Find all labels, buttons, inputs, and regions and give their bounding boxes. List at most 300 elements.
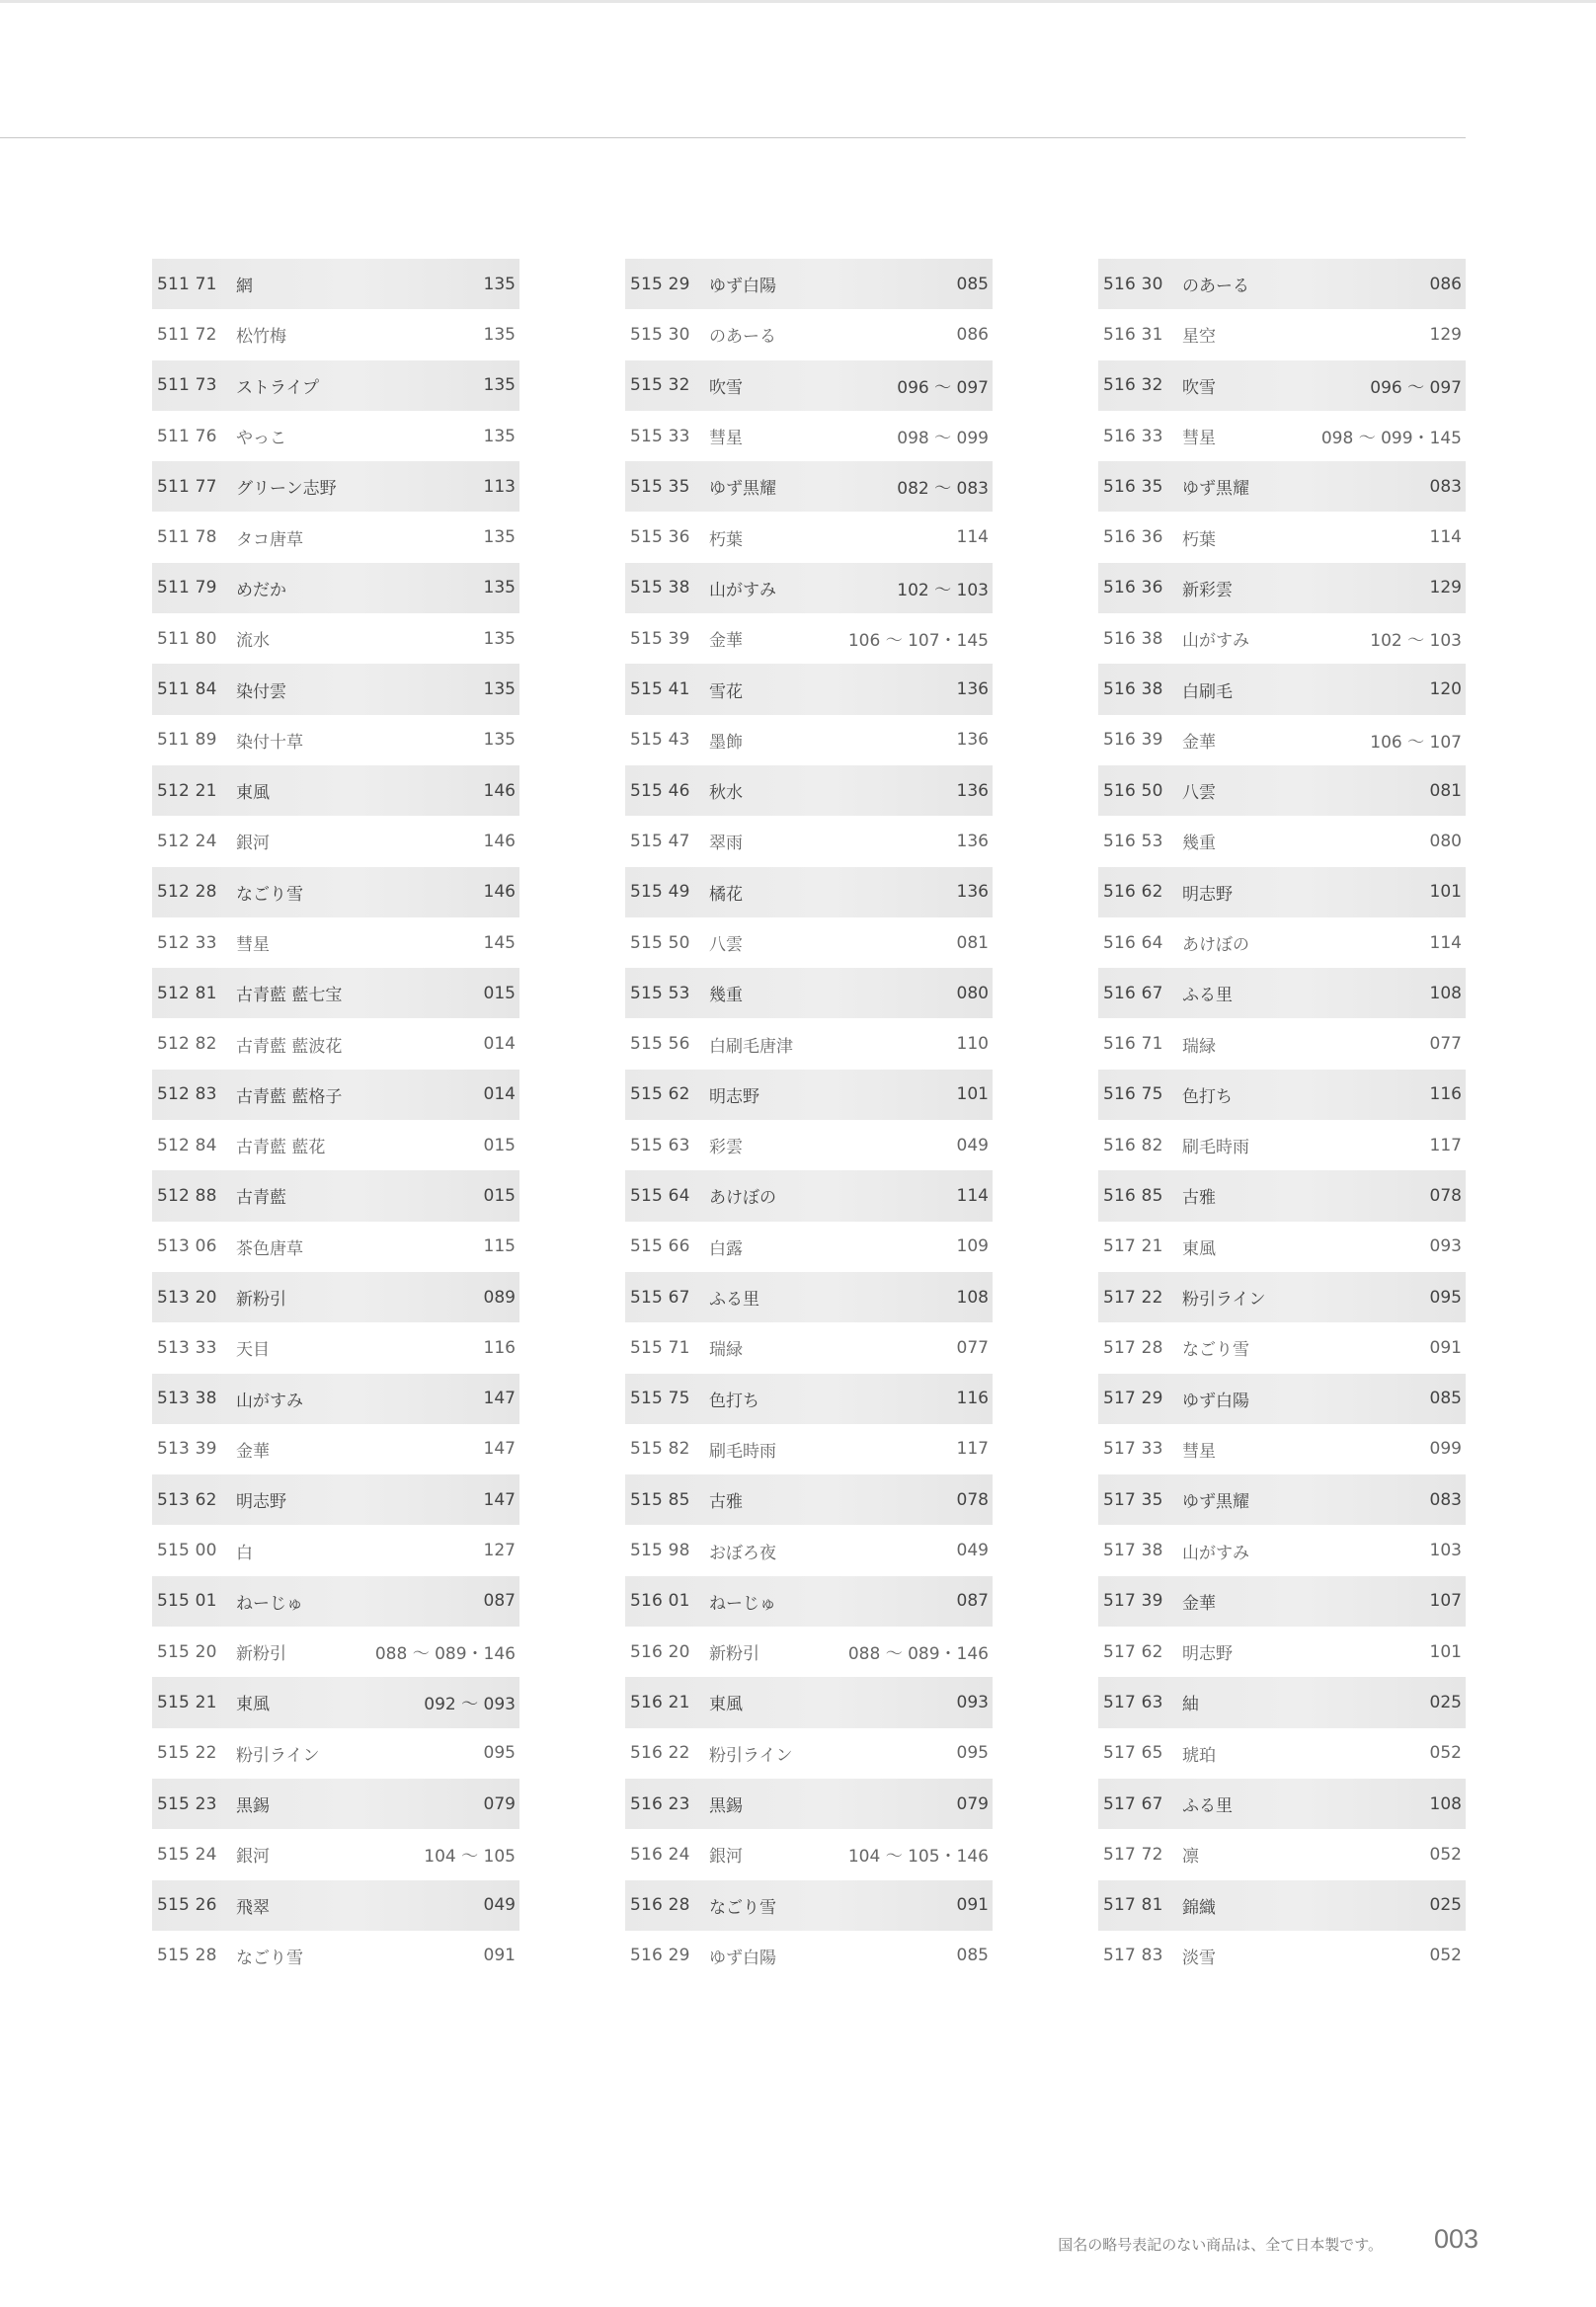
page-reference: 106 ～ 107・145 [847, 631, 989, 652]
product-name: 古青藍 藍花 [236, 1138, 326, 1158]
product-name: 東風 [236, 1695, 270, 1715]
index-row [1098, 309, 1466, 359]
product-code: 515 67 [630, 1287, 690, 1308]
index-row [625, 259, 993, 309]
product-code: 516 36 [1103, 527, 1163, 548]
product-name: 彗星 [709, 429, 743, 449]
index-row [625, 867, 993, 917]
page-reference: 101 [1429, 882, 1462, 903]
page-reference: 117 [956, 1439, 989, 1460]
index-row [152, 867, 519, 917]
index-row [1098, 613, 1466, 664]
product-name: 錦織 [1182, 1897, 1216, 1918]
product-code: 511 71 [157, 274, 217, 294]
index-row [152, 309, 519, 359]
page-reference: 108 [1429, 1793, 1462, 1814]
page-reference: 116 [956, 1389, 989, 1409]
index-row [625, 1322, 993, 1373]
product-code: 512 82 [157, 1034, 217, 1055]
page-reference: 095 [956, 1743, 989, 1764]
product-name: ふる里 [1182, 1796, 1233, 1817]
product-code: 516 22 [630, 1743, 690, 1764]
page-reference: 087 [483, 1591, 516, 1612]
product-name: 黒錫 [709, 1796, 743, 1817]
product-code: 515 66 [630, 1236, 690, 1257]
product-code: 515 39 [630, 628, 690, 649]
product-code: 515 98 [630, 1541, 690, 1561]
index-row [1098, 715, 1466, 765]
product-name: 茶色唐草 [236, 1238, 303, 1259]
page-reference: 086 [956, 324, 989, 345]
product-name: なごり雪 [236, 884, 303, 905]
product-code: 511 77 [157, 476, 217, 497]
page-reference: 129 [1429, 324, 1462, 345]
product-name: 刷毛時雨 [1182, 1138, 1249, 1158]
index-row [1098, 1070, 1466, 1120]
product-code: 515 62 [630, 1084, 690, 1105]
page-reference: 085 [956, 274, 989, 294]
index-row [1098, 1322, 1466, 1373]
product-code: 516 28 [630, 1895, 690, 1916]
product-name: 明志野 [1182, 1644, 1233, 1665]
product-code: 516 85 [1103, 1185, 1163, 1206]
index-row [1098, 1424, 1466, 1474]
product-code: 516 31 [1103, 324, 1163, 345]
page-reference: 085 [1429, 1389, 1462, 1409]
product-name: 黒錫 [236, 1796, 270, 1817]
page-reference: 136 [956, 679, 989, 700]
page-reference: 096 ～ 097 [897, 377, 989, 398]
product-name: 新粉引 [236, 1644, 286, 1665]
page-reference: 093 [956, 1692, 989, 1712]
product-code: 515 24 [157, 1844, 217, 1865]
product-name: 凛 [1182, 1847, 1199, 1868]
product-name: 吹雪 [709, 377, 743, 398]
index-row [625, 1070, 993, 1120]
product-name: 金華 [236, 1441, 270, 1462]
product-code: 515 00 [157, 1541, 217, 1561]
index-row [152, 1677, 519, 1727]
product-code: 513 33 [157, 1337, 217, 1358]
product-name: なごり雪 [709, 1897, 776, 1918]
index-row [152, 968, 519, 1018]
product-name: あけぼの [709, 1188, 776, 1209]
product-name: ゆず白陽 [709, 1948, 776, 1968]
page-reference: 104 ～ 105 [424, 1847, 516, 1868]
product-code: 516 50 [1103, 780, 1163, 801]
product-name: のあーる [709, 327, 776, 348]
product-name: 秋水 [709, 783, 743, 804]
product-code: 515 29 [630, 274, 690, 294]
page-reference: 136 [956, 831, 989, 851]
index-row [1098, 1474, 1466, 1525]
index-row [1098, 816, 1466, 866]
index-row [625, 765, 993, 816]
product-code: 515 28 [157, 1946, 217, 1966]
product-code: 516 01 [630, 1591, 690, 1612]
page-reference: 091 [1429, 1337, 1462, 1358]
product-name: 飛翠 [236, 1897, 270, 1918]
page-reference: 115 [483, 1236, 516, 1257]
index-row [152, 1322, 519, 1373]
page-reference: 078 [1429, 1185, 1462, 1206]
product-name: 白刷毛唐津 [709, 1036, 793, 1057]
page-reference: 103 [1429, 1541, 1462, 1561]
page-reference: 101 [1429, 1641, 1462, 1662]
index-row [1098, 1120, 1466, 1170]
product-code: 515 30 [630, 324, 690, 345]
product-code: 517 38 [1103, 1541, 1163, 1561]
top-edge-line [0, 0, 1596, 3]
product-name: 山がすみ [236, 1391, 303, 1411]
index-row [1098, 1728, 1466, 1779]
product-name: 古青藍 [236, 1188, 286, 1209]
product-name: 山がすみ [1182, 631, 1249, 652]
product-name: 白 [236, 1543, 253, 1563]
page-reference: 101 [956, 1084, 989, 1105]
index-row [625, 1222, 993, 1272]
product-name: 天目 [236, 1340, 270, 1361]
product-code: 512 83 [157, 1084, 217, 1105]
page-reference: 081 [1429, 780, 1462, 801]
product-code: 517 29 [1103, 1389, 1163, 1409]
product-code: 516 33 [1103, 426, 1163, 446]
page-reference: 114 [1429, 527, 1462, 548]
product-name: 銀河 [709, 1847, 743, 1868]
index-row [625, 1779, 993, 1829]
index-row [625, 1374, 993, 1424]
index-row [625, 461, 993, 512]
product-name: 流水 [236, 631, 270, 652]
product-name: 古雅 [1182, 1188, 1216, 1209]
page-reference: 077 [1429, 1034, 1462, 1055]
page-reference: 015 [483, 1135, 516, 1155]
index-row [1098, 1374, 1466, 1424]
product-code: 515 33 [630, 426, 690, 446]
index-row [625, 1677, 993, 1727]
index-row [625, 1880, 993, 1931]
product-code: 515 63 [630, 1135, 690, 1155]
product-code: 517 65 [1103, 1743, 1163, 1764]
index-row [625, 1728, 993, 1779]
index-row [152, 664, 519, 714]
index-row [1098, 1525, 1466, 1575]
product-name: 幾重 [709, 986, 743, 1006]
product-code: 515 38 [630, 578, 690, 598]
index-row [152, 715, 519, 765]
index-row [625, 1170, 993, 1221]
index-row [625, 411, 993, 461]
index-row [152, 613, 519, 664]
index-row [625, 512, 993, 562]
product-name: 雪花 [709, 681, 743, 702]
index-row [1098, 1829, 1466, 1879]
header-rule [0, 137, 1466, 138]
index-row [625, 1272, 993, 1322]
product-name: 古青藍 藍波花 [236, 1036, 343, 1057]
index-row [1098, 867, 1466, 917]
footer-note: 国名の略号表記のない商品は、全て日本製です。 [1058, 2236, 1383, 2254]
page-reference: 135 [483, 730, 516, 751]
index-row [152, 1779, 519, 1829]
index-row [625, 613, 993, 664]
page-reference: 147 [483, 1389, 516, 1409]
product-name: おぼろ夜 [709, 1543, 776, 1563]
product-name: 琥珀 [1182, 1745, 1216, 1766]
product-name: 橘花 [709, 884, 743, 905]
page-reference: 049 [483, 1895, 516, 1916]
product-code: 512 21 [157, 780, 217, 801]
index-row [625, 1931, 993, 1981]
product-name: 白刷毛 [1182, 681, 1233, 702]
index-row [1098, 360, 1466, 411]
page-reference: 135 [483, 274, 516, 294]
page-reference: 091 [956, 1895, 989, 1916]
product-name: 星空 [1182, 327, 1216, 348]
index-row [1098, 917, 1466, 968]
product-code: 516 24 [630, 1844, 690, 1865]
product-name: ゆず黒耀 [1182, 479, 1249, 500]
index-row [625, 917, 993, 968]
page-reference: 135 [483, 324, 516, 345]
product-code: 517 63 [1103, 1692, 1163, 1712]
page-reference: 093 [1429, 1236, 1462, 1257]
product-code: 516 67 [1103, 983, 1163, 1003]
index-row [1098, 1627, 1466, 1677]
product-code: 516 75 [1103, 1084, 1163, 1105]
product-name: 粉引ライン [236, 1745, 320, 1766]
page-reference: 147 [483, 1439, 516, 1460]
page-reference: 096 ～ 097 [1370, 377, 1462, 398]
page-reference: 114 [956, 1185, 989, 1206]
product-name: グリーン志野 [236, 479, 337, 500]
page-reference: 135 [483, 426, 516, 446]
index-row [1098, 563, 1466, 613]
index-column-3 [1098, 259, 1466, 1981]
product-name: 染付雲 [236, 681, 286, 702]
page-reference: 049 [956, 1541, 989, 1561]
product-name: のあーる [1182, 277, 1249, 297]
product-code: 515 49 [630, 882, 690, 903]
product-code: 512 24 [157, 831, 217, 851]
index-row [625, 309, 993, 359]
product-name: 金華 [1182, 732, 1216, 753]
page-reference: 146 [483, 882, 516, 903]
product-name: ゆず白陽 [709, 277, 776, 297]
index-row [1098, 1880, 1466, 1931]
page-reference: 147 [483, 1489, 516, 1510]
page-reference: 114 [956, 527, 989, 548]
product-code: 515 41 [630, 679, 690, 700]
page-reference: 098 ～ 099・145 [1320, 429, 1462, 449]
product-code: 513 20 [157, 1287, 217, 1308]
product-code: 515 23 [157, 1793, 217, 1814]
product-name: 彗星 [1182, 1441, 1216, 1462]
index-row [625, 1576, 993, 1627]
page-reference: 025 [1429, 1692, 1462, 1712]
page-reference: 049 [956, 1135, 989, 1155]
product-name: 新粉引 [709, 1644, 759, 1665]
product-code: 517 39 [1103, 1591, 1163, 1612]
page-reference: 099 [1429, 1439, 1462, 1460]
index-row [1098, 1677, 1466, 1727]
product-code: 513 39 [157, 1439, 217, 1460]
page-reference: 052 [1429, 1743, 1462, 1764]
page-reference: 114 [1429, 932, 1462, 953]
product-code: 517 33 [1103, 1439, 1163, 1460]
page-reference: 025 [1429, 1895, 1462, 1916]
page-reference: 102 ～ 103 [1370, 631, 1462, 652]
product-name: 古雅 [709, 1492, 743, 1513]
page-reference: 108 [956, 1287, 989, 1308]
product-name: 色打ち [709, 1391, 759, 1411]
index-row [625, 563, 993, 613]
index-row [152, 1525, 519, 1575]
page-reference: 117 [1429, 1135, 1462, 1155]
product-code: 515 75 [630, 1389, 690, 1409]
index-row [152, 917, 519, 968]
product-name: 翠雨 [709, 834, 743, 854]
page-reference: 085 [956, 1946, 989, 1966]
page-reference: 108 [1429, 983, 1462, 1003]
page-reference: 079 [956, 1793, 989, 1814]
product-name: ストライプ [236, 377, 319, 398]
index-row [152, 563, 519, 613]
index-row [152, 1070, 519, 1120]
product-code: 515 21 [157, 1692, 217, 1712]
product-name: 網 [236, 277, 253, 297]
product-name: 色打ち [1182, 1086, 1233, 1107]
index-row [625, 1627, 993, 1677]
product-code: 517 83 [1103, 1946, 1163, 1966]
product-name: 松竹梅 [236, 327, 286, 348]
page-reference: 083 [1429, 1489, 1462, 1510]
index-row [1098, 1272, 1466, 1322]
product-name: あけぼの [1182, 935, 1249, 955]
product-name: めだか [236, 580, 286, 600]
product-code: 516 20 [630, 1641, 690, 1662]
index-row [1098, 1170, 1466, 1221]
index-row [152, 816, 519, 866]
product-name: 八雲 [1182, 783, 1216, 804]
index-row [152, 1272, 519, 1322]
page-reference: 077 [956, 1337, 989, 1358]
page-reference: 087 [956, 1591, 989, 1612]
product-code: 517 62 [1103, 1641, 1163, 1662]
page-reference: 135 [483, 628, 516, 649]
index-row [1098, 1576, 1466, 1627]
index-row [625, 968, 993, 1018]
product-name: 明志野 [709, 1086, 759, 1107]
index-row [625, 1525, 993, 1575]
product-name: 東風 [236, 783, 270, 804]
product-code: 516 21 [630, 1692, 690, 1712]
product-code: 517 67 [1103, 1793, 1163, 1814]
product-name: 八雲 [709, 935, 743, 955]
page-reference: 104 ～ 105・146 [847, 1847, 989, 1868]
product-name: 東風 [709, 1695, 743, 1715]
product-name: 彩雲 [709, 1138, 743, 1158]
page-reference: 145 [483, 932, 516, 953]
product-name: ねーじゅ [236, 1593, 303, 1614]
page-reference: 109 [956, 1236, 989, 1257]
product-code: 511 73 [157, 375, 217, 396]
product-name: 瑞緑 [709, 1340, 743, 1361]
page-reference: 135 [483, 578, 516, 598]
page-reference: 135 [483, 375, 516, 396]
page-reference: 098 ～ 099 [897, 429, 989, 449]
product-name: 明志野 [236, 1492, 286, 1513]
index-row [1098, 1222, 1466, 1272]
product-name: 銀河 [236, 1847, 270, 1868]
page-reference: 136 [956, 882, 989, 903]
product-code: 515 56 [630, 1034, 690, 1055]
product-code: 515 53 [630, 983, 690, 1003]
product-name: ゆず黒耀 [709, 479, 776, 500]
index-row [152, 1018, 519, 1069]
index-row [152, 1931, 519, 1981]
index-row [152, 411, 519, 461]
page-reference: 095 [483, 1743, 516, 1764]
product-code: 515 20 [157, 1641, 217, 1662]
page-reference: 136 [956, 780, 989, 801]
page-reference: 116 [1429, 1084, 1462, 1105]
index-row [152, 1880, 519, 1931]
product-name: ゆず白陽 [1182, 1391, 1249, 1411]
page-reference: 082 ～ 083 [897, 479, 989, 500]
product-code: 516 36 [1103, 578, 1163, 598]
page-reference: 083 [1429, 476, 1462, 497]
index-row [152, 1576, 519, 1627]
product-code: 511 78 [157, 527, 217, 548]
product-code: 512 81 [157, 983, 217, 1003]
index-row [1098, 411, 1466, 461]
index-column-2 [625, 259, 993, 1981]
page-reference: 089 [483, 1287, 516, 1308]
index-row [625, 1829, 993, 1879]
index-row [625, 1120, 993, 1170]
product-code: 515 26 [157, 1895, 217, 1916]
page-reference: 014 [483, 1084, 516, 1105]
product-name: なごり雪 [236, 1948, 303, 1968]
page-reference: 110 [956, 1034, 989, 1055]
index-row [152, 259, 519, 309]
page-reference: 088 ～ 089・146 [847, 1644, 989, 1665]
product-name: 銀河 [236, 834, 270, 854]
product-code: 517 72 [1103, 1844, 1163, 1865]
product-code: 516 71 [1103, 1034, 1163, 1055]
page-reference: 095 [1429, 1287, 1462, 1308]
product-name: やっこ [236, 429, 286, 449]
product-code: 515 71 [630, 1337, 690, 1358]
index-row [1098, 1018, 1466, 1069]
index-row [152, 1829, 519, 1879]
product-name: 朽葉 [709, 529, 743, 550]
index-row [625, 360, 993, 411]
product-code: 517 35 [1103, 1489, 1163, 1510]
product-name: ふる里 [1182, 986, 1233, 1006]
index-row [152, 1424, 519, 1474]
page-reference: 116 [483, 1337, 516, 1358]
index-row [625, 816, 993, 866]
product-name: 吹雪 [1182, 377, 1216, 398]
index-row [625, 715, 993, 765]
page-reference: 146 [483, 780, 516, 801]
index-row [152, 1374, 519, 1424]
index-row [625, 1424, 993, 1474]
page-reference: 015 [483, 983, 516, 1003]
product-name: 山がすみ [1182, 1543, 1249, 1563]
